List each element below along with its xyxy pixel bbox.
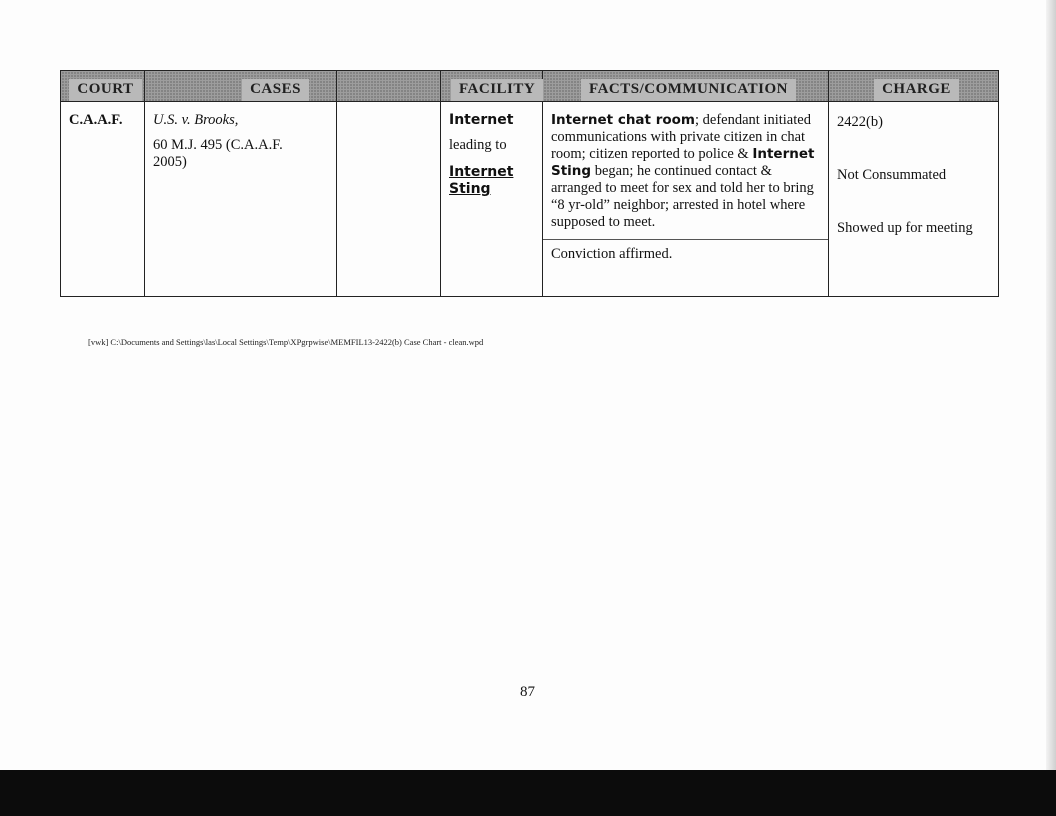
facts-text-2: began; he continued contact & arranged to meet for sex and told her to bring “8 yr-old” neighbor; arrested in hotel where supposed to meet.	[551, 163, 814, 230]
header-blank	[337, 71, 441, 102]
facts-keyword-1: Internet chat room	[551, 112, 695, 128]
case-chart-table	[60, 70, 999, 297]
facts-keyword-2: Internet Sting	[551, 146, 815, 179]
facts-paragraph	[551, 112, 820, 231]
cell-blank	[337, 102, 441, 297]
scan-edge-shadow	[1046, 0, 1056, 770]
scan-bottom-band	[0, 770, 1056, 816]
header-court-label: COURT	[69, 79, 141, 101]
header-cases-label: CASES	[242, 79, 309, 101]
header-court	[61, 71, 145, 102]
file-path-footer: [vwk] C:\Documents and Settings\las\Local Settings\Temp\XPgrpwise\MEMFIL13-2422(b) Case Chart - clean.wpd	[88, 337, 484, 347]
facility-line-1: Internet	[449, 112, 514, 128]
charge-statute: 2422(b)	[837, 114, 883, 130]
cell-cases	[145, 102, 337, 297]
header-facts-label: FACTS/COMMUNICATION	[581, 79, 796, 101]
header-charge-label: CHARGE	[874, 79, 959, 101]
table-row	[61, 102, 999, 297]
case-name: U.S. v. Brooks,	[153, 112, 239, 128]
facility-line-2: leading to	[449, 137, 507, 153]
header-facts	[543, 71, 829, 102]
page-number: 87	[520, 684, 535, 700]
cell-facts	[543, 102, 829, 297]
header-facility-label: FACILITY	[451, 79, 543, 101]
facts-outcome: Conviction affirmed.	[543, 239, 828, 263]
cell-charge	[829, 102, 999, 297]
charge-note: Showed up for meeting	[837, 220, 973, 236]
header-facility	[441, 71, 543, 102]
charge-status: Not Consummated	[837, 167, 947, 183]
header-cases	[145, 71, 337, 102]
case-citation: 60 M.J. 495 (C.A.A.F. 2005)	[153, 137, 283, 170]
facts-text-1: ; defendant initiated communications with private citizen in chat room; citizen reported to police &	[551, 112, 811, 162]
cell-court: C.A.A.F.	[61, 102, 145, 297]
cell-facility	[441, 102, 543, 297]
facility-line-3: Internet Sting	[449, 164, 514, 197]
header-charge	[829, 71, 999, 102]
table-header-row	[61, 71, 999, 102]
